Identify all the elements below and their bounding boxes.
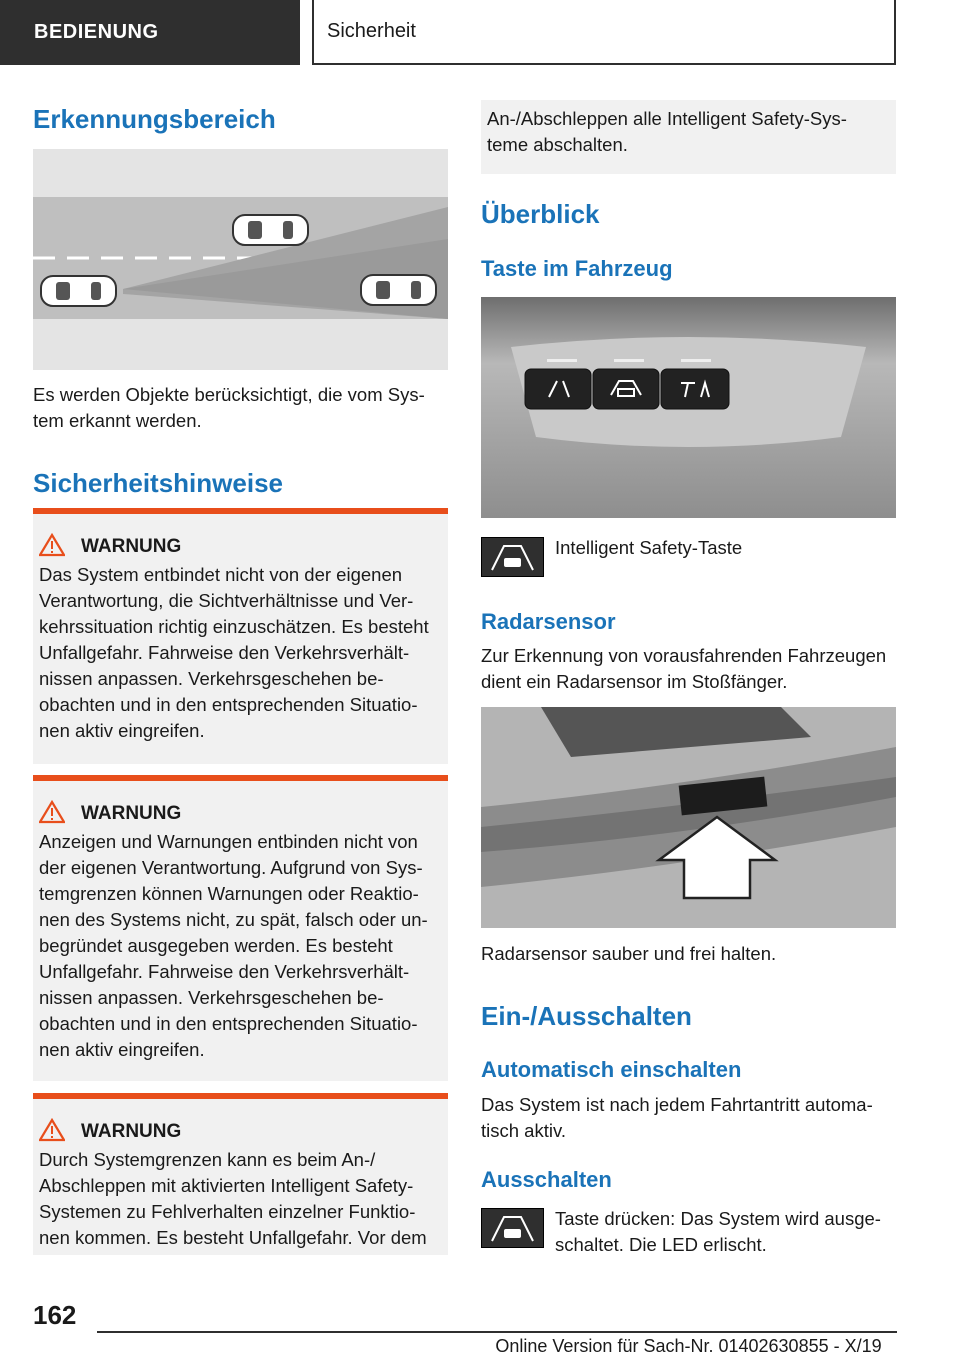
- warning-title: WARNUNG: [81, 803, 182, 824]
- footer-version: Online Version für Sach-Nr. 01402630855 - X/19: [495, 1336, 882, 1356]
- button-caption: Intelligent Safety-Taste: [555, 537, 743, 558]
- warning-triangle-icon: [39, 533, 65, 557]
- radar-text: Zur Erkennung von vorausfahrenden Fahrzeugen dient ein Radarsensor im Stoßfänger.: [481, 645, 887, 692]
- warning-text: Durch Systemgrenzen kann es beim An-/ Abschleppen mit aktivierten Intelligent Safety- Systemen zu Fehlverhalten einzelner Funktio- nen kommen. Es besteht Unfallgefahr. Vor dem: [39, 1149, 427, 1248]
- intelligent-safety-button-icon: [481, 537, 544, 577]
- car-sensor-icon: [482, 538, 543, 576]
- warning-text: Anzeigen und Warnungen entbinden nicht von der eigenen Verantwortung. Aufgrund von Sys- temgrenzen können Warnungen oder Reaktio- nen des Systems nicht, zu spät, falsch oder un- begründet ausgegeben werden. Es besteht Unfallgefahr. Fahrweise den Verkehrsverhält- nissen anpassen. Verkehrsgeschehen be- obachten und in den entsprechenden Situatio- nen aktiv eingreifen.: [39, 831, 428, 1060]
- heading-safety-notes: Sicherheitshinweise: [33, 468, 283, 498]
- heading-detection: Erkennungsbereich: [33, 104, 276, 134]
- warning-triangle-icon: [39, 1118, 65, 1142]
- detection-caption: Es werden Objekte berücksichtigt, die vom Sys- tem erkannt werden.: [33, 384, 425, 431]
- header-topic: Sicherheit: [312, 0, 896, 65]
- warning-text: Das System entbindet nicht von der eigenen Verantwortung, die Sichtverhältnisse und Ver- kehrssituation richtig einzuschätzen. Es besteht Unfallgefahr. Fahrweise den Verkehrsverhält- nissen anpassen. Verkehrsgeschehen be- obachten und in den entsprechenden Situatio- nen aktiv eingreifen.: [39, 564, 429, 741]
- switch-off-text: Taste drücken: Das System wird ausge- schaltet. Die LED erlischt.: [555, 1208, 881, 1255]
- header-section: BEDIENUNG: [0, 0, 300, 65]
- heading-radar-sensor: Radarsensor: [481, 609, 616, 634]
- warning-box: [33, 775, 448, 1081]
- button-panel-photo: [481, 297, 896, 518]
- page-number: 162: [33, 1300, 77, 1330]
- warning-box: [33, 508, 448, 764]
- warning-title: WARNUNG: [81, 536, 182, 557]
- heading-switch-off: Ausschalten: [481, 1167, 612, 1192]
- warning-continuation-text: An-/Abschleppen alle Intelligent Safety-Sys- teme abschalten.: [487, 108, 847, 155]
- radar-sensor-photo: [481, 707, 896, 928]
- radar-caption: Radarsensor sauber und frei halten.: [481, 943, 777, 964]
- warning-triangle-icon: [39, 800, 65, 824]
- warning-continuation-box: [481, 100, 896, 174]
- heading-on-off: Ein-/Ausschalten: [481, 1001, 692, 1031]
- car-sensor-icon: [482, 1209, 543, 1247]
- warning-box: [33, 1093, 448, 1255]
- heading-overview: Überblick: [481, 199, 600, 229]
- detection-area-illustration: [33, 149, 448, 370]
- footer-divider: [97, 1331, 897, 1333]
- heading-auto-on: Automatisch einschalten: [481, 1057, 742, 1082]
- auto-on-text: Das System ist nach jedem Fahrtantritt automa- tisch aktiv.: [481, 1094, 873, 1141]
- warning-title: WARNUNG: [81, 1121, 182, 1142]
- intelligent-safety-button-icon: [481, 1208, 544, 1248]
- heading-button-in-vehicle: Taste im Fahrzeug: [481, 256, 673, 281]
